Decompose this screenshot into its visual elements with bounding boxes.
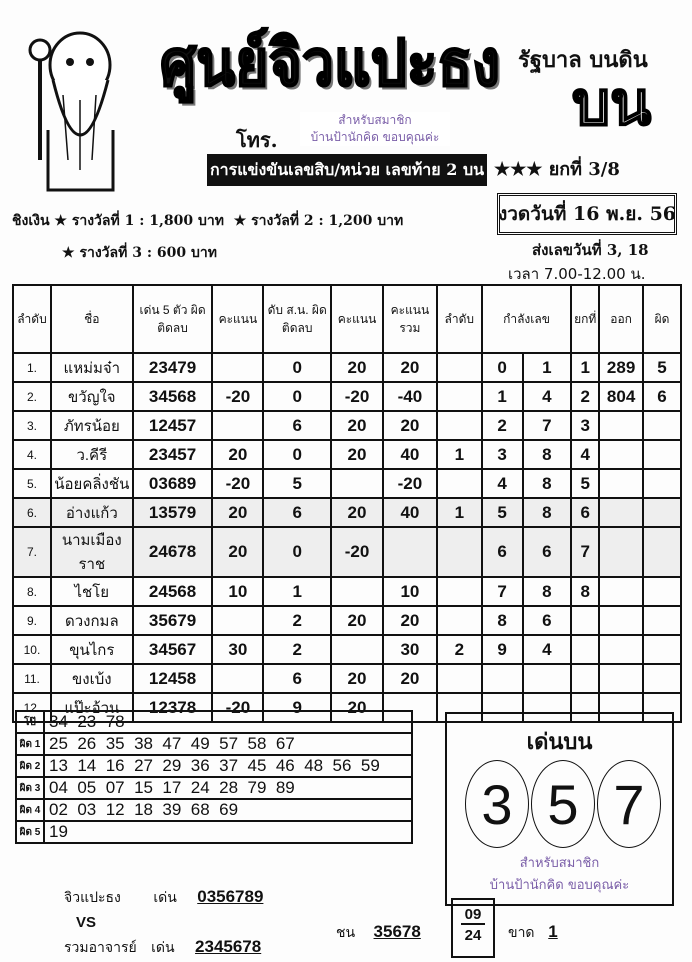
round-text: ยกที่ 3/8	[548, 159, 620, 180]
phone-label: โทร.	[236, 128, 278, 152]
table-cell: 5.	[13, 469, 51, 498]
team2-number: 2345678	[195, 937, 262, 956]
table-cell: 10	[212, 577, 263, 606]
table-cell: น้อยคลิ่งชัน	[51, 469, 133, 498]
table-cell: 20	[331, 606, 383, 635]
table-cell: -20	[383, 469, 437, 498]
table-row	[13, 440, 681, 469]
team1-row	[64, 887, 263, 909]
table-cell: แหม่มจ๋า	[51, 353, 133, 382]
table-row	[13, 606, 681, 635]
table-cell: 7	[482, 577, 523, 606]
team1-label: เด่น	[153, 890, 177, 906]
table-cell: 4	[523, 382, 572, 411]
table-cell: 9.	[13, 606, 51, 635]
round-label	[494, 154, 620, 183]
table-cell: 4	[523, 635, 572, 664]
table-cell: 20	[212, 440, 263, 469]
table-cell: 10	[383, 577, 437, 606]
summary-row	[16, 821, 412, 843]
table-cell: 3.	[13, 411, 51, 440]
table-cell: 20	[212, 498, 263, 527]
team1-number: 0356789	[197, 887, 264, 906]
table-cell: 1	[571, 353, 599, 382]
lack-number: 1	[548, 922, 558, 941]
table-row	[13, 664, 681, 693]
table-cell: 20	[383, 606, 437, 635]
table-cell	[599, 527, 643, 577]
center-title-text: ศูนย์จิวแปะธง	[160, 26, 500, 101]
table-cell	[643, 635, 681, 664]
column-header: ชื่อ	[51, 285, 133, 353]
fraction-bottom: 24	[464, 927, 482, 944]
column-header: ลำดับ	[13, 285, 51, 353]
summary-label: ผิด 2	[16, 755, 44, 777]
table-cell	[331, 469, 383, 498]
table-cell	[212, 353, 263, 382]
table-cell	[599, 469, 643, 498]
table-cell: 6	[523, 606, 572, 635]
table-cell: 8	[523, 440, 572, 469]
prize-line-1	[12, 210, 403, 232]
stars-icon: ★★★	[494, 159, 543, 180]
table-cell: 9	[482, 635, 523, 664]
table-header	[13, 285, 681, 353]
summary-label: ผิด 3	[16, 777, 44, 799]
summary-label: ผิด 1	[16, 733, 44, 755]
table-cell: 12378	[133, 693, 213, 722]
table-cell: 24568	[133, 577, 213, 606]
table-cell: 11.	[13, 664, 51, 693]
table-cell: 2.	[13, 382, 51, 411]
table-cell: 3	[482, 440, 523, 469]
table-cell	[599, 635, 643, 664]
summary-table	[15, 710, 413, 844]
table-cell: ไชโย	[51, 577, 133, 606]
summary-numbers: 04 05 07 15 17 24 28 79 89	[44, 777, 412, 799]
table-cell	[383, 527, 437, 577]
score-fraction	[451, 898, 495, 958]
table-cell: 1.	[13, 353, 51, 382]
table-cell: ว.คีรี	[51, 440, 133, 469]
table-row	[13, 577, 681, 606]
table-cell: ขุนไกร	[51, 635, 133, 664]
star-icon: ★	[62, 245, 75, 261]
table-cell: 8.	[13, 577, 51, 606]
summary-row	[16, 733, 412, 755]
table-cell: แป๊ะอ้วน	[51, 693, 133, 722]
table-cell: 40	[383, 498, 437, 527]
table-cell	[643, 411, 681, 440]
team1-name: จิวแปะธง	[64, 890, 121, 906]
table-row	[13, 527, 681, 577]
table-cell	[643, 527, 681, 577]
table-cell: 1	[263, 577, 331, 606]
table-row	[13, 498, 681, 527]
summary-row	[16, 777, 412, 799]
table-cell: 13579	[133, 498, 213, 527]
send-time: เวลา 7.00-12.00 น.	[508, 265, 646, 283]
table-cell: ภัทรน้อย	[51, 411, 133, 440]
table-cell	[643, 606, 681, 635]
summary-numbers: 02 03 12 18 39 68 69	[44, 799, 412, 821]
table-cell	[331, 635, 383, 664]
table-cell: 20	[331, 693, 383, 722]
table-cell: ขงเบ้ง	[51, 664, 133, 693]
prize-label: ชิงเงิน	[12, 213, 50, 229]
table-cell: 6	[523, 527, 572, 577]
table-cell	[599, 577, 643, 606]
table-cell: 7.	[13, 527, 51, 577]
table-cell: 40	[383, 440, 437, 469]
table-cell	[571, 606, 599, 635]
table-cell: 6	[571, 498, 599, 527]
table-cell: 4	[482, 469, 523, 498]
table-cell: 804	[599, 382, 643, 411]
table-cell	[437, 353, 482, 382]
team2-label: เด่น	[151, 940, 175, 956]
table-cell: นามเมืองราช	[51, 527, 133, 577]
table-cell	[437, 664, 482, 693]
table-cell: 8	[523, 469, 572, 498]
table-cell: 6.	[13, 498, 51, 527]
table-cell: -20	[212, 693, 263, 722]
column-header: เด่น 5 ตัว ผิดติดลบ	[133, 285, 213, 353]
table-cell: -20	[331, 382, 383, 411]
fraction-top: 09	[461, 906, 485, 925]
score-table	[12, 284, 682, 723]
table-cell	[212, 411, 263, 440]
send-date: ส่งเลขวันที่ 3, 18	[532, 241, 649, 259]
column-header: คะแนน	[331, 285, 383, 353]
table-cell: 0	[263, 353, 331, 382]
table-cell: 10.	[13, 635, 51, 664]
table-cell: 6	[482, 527, 523, 577]
table-cell: 23479	[133, 353, 213, 382]
table-cell: 1	[437, 498, 482, 527]
table-cell: ดวงกมล	[51, 606, 133, 635]
table-cell: 6	[643, 382, 681, 411]
table-cell: -20	[212, 382, 263, 411]
table-cell: 2	[263, 606, 331, 635]
table-cell: 2	[263, 635, 331, 664]
table-cell: 2	[482, 411, 523, 440]
table-cell: 03689	[133, 469, 213, 498]
table-cell	[331, 577, 383, 606]
table-cell: 34568	[133, 382, 213, 411]
prize-line-2	[62, 242, 217, 264]
table-row	[13, 353, 681, 382]
table-cell: 5	[643, 353, 681, 382]
table-cell	[437, 606, 482, 635]
table-cell: 3	[571, 411, 599, 440]
column-header: ออก	[599, 285, 643, 353]
column-header: ดับ ส.น. ผิดติดลบ	[263, 285, 331, 353]
table-cell: 6	[263, 664, 331, 693]
summary-row	[16, 799, 412, 821]
table-cell: 8	[523, 498, 572, 527]
summary-numbers: 13 14 16 27 29 36 37 45 46 48 56 59	[44, 755, 412, 777]
old-man-mascot-illustration	[8, 20, 138, 200]
table-cell	[643, 469, 681, 498]
table-cell: 1	[523, 353, 572, 382]
table-cell: 30	[383, 635, 437, 664]
featured-title: เด่นบน	[526, 730, 593, 755]
table-row	[13, 469, 681, 498]
table-cell: 6	[263, 411, 331, 440]
featured-digit: 7	[597, 760, 661, 848]
table-cell: 0	[263, 527, 331, 577]
table-cell: 8	[523, 577, 572, 606]
summary-row	[16, 755, 412, 777]
table-cell	[599, 440, 643, 469]
table-cell: 20	[383, 353, 437, 382]
lack-row	[508, 922, 567, 944]
table-cell: 4	[571, 440, 599, 469]
featured-digit: 5	[531, 760, 595, 848]
table-cell: -20	[212, 469, 263, 498]
table-cell: 8	[482, 606, 523, 635]
table-cell: 8	[571, 577, 599, 606]
table-cell: -20	[331, 527, 383, 577]
vs-label: VS	[76, 914, 97, 931]
table-cell	[643, 440, 681, 469]
summary-numbers: 25 26 35 38 47 49 57 58 67	[44, 733, 412, 755]
table-cell: 2	[437, 635, 482, 664]
table-cell	[437, 527, 482, 577]
table-cell: 20	[331, 664, 383, 693]
table-cell: 20	[383, 411, 437, 440]
table-cell: 0	[482, 353, 523, 382]
prize-2: รางวัลที่ 2 : 1,200 บาท	[251, 213, 404, 229]
table-cell	[571, 664, 599, 693]
table-cell: 35679	[133, 606, 213, 635]
summary-row	[16, 711, 412, 733]
win-row	[336, 922, 421, 944]
win-number: 35678	[373, 922, 421, 941]
star-icon: ★	[233, 213, 247, 229]
table-cell	[437, 411, 482, 440]
table-row	[13, 635, 681, 664]
draw-date-box: งวดวันที่ 16 พ.ย. 56	[497, 193, 677, 235]
position-label: บน	[572, 69, 652, 139]
table-cell	[523, 664, 572, 693]
table-cell	[212, 606, 263, 635]
table-cell: 12.	[13, 693, 51, 722]
table-cell: 5	[571, 469, 599, 498]
summary-label: โป๊	[16, 711, 44, 733]
table-cell	[643, 498, 681, 527]
summary-label: ผิด 5	[16, 821, 44, 843]
table-cell	[482, 664, 523, 693]
center-title	[160, 26, 500, 110]
government-label: รัฐบาล บนดิน	[518, 47, 648, 73]
table-cell: 20	[212, 527, 263, 577]
table-cell: 23457	[133, 440, 213, 469]
lack-label: ขาด	[508, 925, 535, 941]
win-label: ชน	[336, 925, 356, 941]
column-header: ลำดับ	[437, 285, 482, 353]
watermark-line1: สำหรับสมาชิก	[338, 113, 412, 127]
table-cell: 20	[331, 440, 383, 469]
prize-3: รางวัลที่ 3 : 600 บาท	[79, 245, 217, 261]
watermark	[300, 112, 450, 146]
summary-numbers: 19	[44, 821, 412, 843]
table-cell	[437, 469, 482, 498]
table-cell: 12458	[133, 664, 213, 693]
star-icon: ★	[54, 213, 67, 229]
table-cell: 6	[263, 498, 331, 527]
table-cell: 1	[437, 440, 482, 469]
table-cell: 5	[263, 469, 331, 498]
summary-label: ผิด 4	[16, 799, 44, 821]
table-cell	[599, 498, 643, 527]
table-cell: 5	[482, 498, 523, 527]
team2-row	[64, 937, 261, 959]
table-cell	[437, 577, 482, 606]
table-cell: 1	[482, 382, 523, 411]
table-cell: -40	[383, 382, 437, 411]
watermark-line2: บ้านป้านักคิด ขอบคุณค่ะ	[489, 878, 630, 893]
table-cell: 7	[523, 411, 572, 440]
column-header: กำลังเลข	[482, 285, 572, 353]
table-cell: 20	[383, 664, 437, 693]
table-cell	[599, 411, 643, 440]
table-cell: ขวัญใจ	[51, 382, 133, 411]
table-cell: 20	[331, 353, 383, 382]
team2-name: รวมอาจารย์	[64, 940, 137, 956]
column-header: คะแนน	[212, 285, 263, 353]
table-cell: อ่างแก้ว	[51, 498, 133, 527]
table-cell: 34567	[133, 635, 213, 664]
table-cell: 30	[212, 635, 263, 664]
table-cell: 0	[263, 440, 331, 469]
column-header: ยกที่	[571, 285, 599, 353]
table-row	[13, 382, 681, 411]
table-cell	[437, 382, 482, 411]
prize-1: รางวัลที่ 1 : 1,800 บาท	[71, 213, 224, 229]
column-header: ผิด	[643, 285, 681, 353]
table-cell: 289	[599, 353, 643, 382]
table-cell: 7	[571, 527, 599, 577]
table-cell: 20	[331, 411, 383, 440]
table-cell	[571, 635, 599, 664]
watermark-line2: บ้านป้านักคิด ขอบคุณค่ะ	[310, 130, 440, 144]
table-cell: 24678	[133, 527, 213, 577]
table-cell: 12457	[133, 411, 213, 440]
table-cell: 9	[263, 693, 331, 722]
watermark-line1: สำหรับสมาชิก	[519, 856, 600, 871]
table-cell	[599, 606, 643, 635]
table-cell	[212, 664, 263, 693]
table-cell: 4.	[13, 440, 51, 469]
table-cell: 2	[571, 382, 599, 411]
table-cell	[643, 664, 681, 693]
table-cell	[599, 664, 643, 693]
competition-banner: การแข่งขันเลขสิบ/หน่วย เลขท้าย 2 บน	[207, 154, 487, 186]
featured-digit: 3	[465, 760, 529, 848]
summary-numbers: 34 23 78	[44, 711, 412, 733]
table-cell: 0	[263, 382, 331, 411]
table-cell	[643, 577, 681, 606]
column-header: คะแนน รวม	[383, 285, 437, 353]
featured-box	[445, 712, 674, 906]
table-row	[13, 411, 681, 440]
table-cell: 20	[331, 498, 383, 527]
